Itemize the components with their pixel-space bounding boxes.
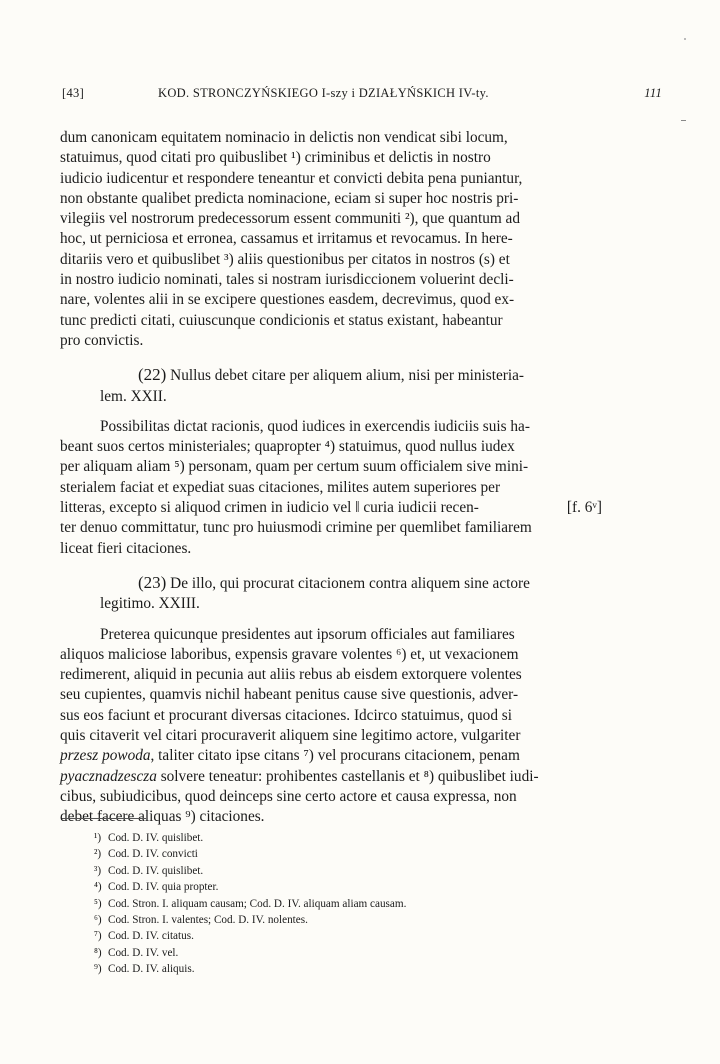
footnote	[94, 928, 534, 944]
footnote-text: Cod. D. IV. convicti	[108, 848, 198, 861]
scan-mark	[681, 120, 686, 121]
heading-text: Nullus debet citare per aliquem alium, nisi per ministeria-	[170, 367, 525, 385]
footnote-mark: ⁷)	[94, 930, 102, 943]
footnote-mark: ¹)	[94, 832, 102, 844]
footnote-text: Cod. Stron. I. valentes; Cod. D. IV. nolentes.	[108, 914, 308, 927]
section-heading-23	[60, 573, 602, 615]
text-line: ditariis vero et quibuslibet ³) aliis questionibus per citatos in nostros (s) et	[60, 250, 510, 268]
footnote-mark: ⁹)	[94, 963, 102, 976]
text-line: aliquos maliciose laboribus, expensis gravare volentes ⁶) et, ut vexacionem	[60, 645, 519, 663]
footnote-text: Cod. D. IV. citatus.	[108, 930, 194, 943]
footnotes	[94, 830, 534, 978]
text-line: non obstante qualibet predicta nominacione, eciam si super hoc nostris pri-	[60, 189, 519, 207]
footnote	[94, 896, 534, 912]
text-line-part: solvere teneatur: prohibentes castellanis et ⁸) quibuslibet iudi-	[156, 767, 539, 785]
footnote	[94, 863, 534, 879]
section-number: (22)	[138, 365, 167, 385]
polish-term: przesz powoda	[60, 747, 151, 765]
footnote-text: Cod. D. IV. vel.	[108, 946, 179, 959]
text-line: iudicio iudicentur et respondere teneantur et convicti debita pena puniantur,	[60, 169, 523, 187]
scan-speck	[684, 38, 686, 40]
text-line: in nostro iudicio nominati, tales si nostram iurisdiccionem voluerint decli-	[60, 271, 514, 289]
footnote-separator	[62, 818, 146, 819]
footnote-mark: ⁵)	[94, 897, 102, 910]
text-line: Preterea quicunque presidentes aut ipsorum officiales aut familiares	[100, 625, 515, 643]
heading-line: lem. XXII.	[100, 387, 167, 405]
page-number: 111	[644, 86, 662, 100]
text-line	[60, 767, 602, 787]
text-line-part: litteras, excepto si aliquod crimen in iudicio vel ‖ curia iudicii recen-	[60, 499, 479, 517]
section-heading-22	[60, 365, 602, 407]
header-title: KOD. STRONCZYŃSKIEGO I-szy i DZIAŁYŃSKICH IV-ty.	[158, 86, 489, 100]
header-section-number: [43]	[62, 86, 85, 100]
polish-term: pyacznadzescza	[60, 767, 157, 785]
text-line: pro convictis.	[60, 331, 144, 349]
heading-text: De illo, qui procurat citacionem contra aliquem sine actore	[170, 574, 530, 592]
text-line: sterialem faciat et expediat suas citaciones, milites autem superiores per	[60, 478, 501, 496]
section-number: (23)	[138, 572, 167, 592]
footnote-mark: ⁶)	[94, 914, 102, 927]
footnote	[94, 961, 534, 977]
main-text	[60, 128, 602, 828]
footnote-mark: ⁸)	[94, 946, 102, 959]
footnote	[94, 846, 534, 862]
text-line: ter denuo committatur, tunc pro huiusmodi crimine per quemlibet familiarem	[60, 519, 532, 537]
text-line: redimerent, aliquid in pecunia aut aliis rebus ab eisdem extorquere volentes	[60, 666, 522, 684]
footnote-mark: ³)	[94, 864, 102, 877]
text-line	[60, 746, 602, 766]
footnote-mark: ⁴)	[94, 881, 102, 894]
text-line: nare, volentes alii in se excipere questiones easdem, decrevimus, quod ex-	[60, 291, 515, 309]
text-line: liceat fieri citaciones.	[60, 539, 192, 557]
text-line: statuimus, quod citati pro quibuslibet ¹) criminibus et delictis in nostro	[60, 149, 491, 167]
text-line: quis citaverit vel citari procuraverit aliquem sine legitimo actore, vulgariter	[60, 727, 521, 745]
text-line: hoc, ut perniciosa et erronea, cassamus et irritamus et revocamus. In here-	[60, 230, 513, 248]
footnote	[94, 879, 534, 895]
heading-line	[138, 573, 602, 594]
text-line: vilegiis vel nostrorum predecessorum essent communiti ²), que quantum ad	[60, 210, 520, 228]
text-line	[60, 498, 602, 518]
text-line: per aliquam aliam ⁵) personam, quam per certum suum officialem sive mini-	[60, 458, 529, 476]
text-line: tunc predicti citati, cuiuscunque condicionis et status existant, habeantur	[60, 311, 503, 329]
paragraph-3	[60, 625, 602, 828]
text-line: dum canonicam equitatem nominacio in delictis non vendicat sibi locum,	[60, 129, 508, 146]
folio-note: [f. 6ᵛ]	[566, 499, 602, 517]
footnote	[94, 912, 534, 928]
footnote-mark: ²)	[94, 848, 102, 861]
text-line: cibus, subiudicibus, quod deinceps sine certo actore et causa expressa, non	[60, 787, 517, 805]
footnote-text: Cod. D. IV. aliquis.	[108, 963, 195, 976]
paragraph-1	[60, 128, 602, 351]
footnote-text: Cod. D. IV. quislibet.	[108, 864, 204, 877]
footnote	[94, 830, 534, 846]
running-header	[62, 86, 662, 106]
footnote	[94, 945, 534, 961]
text-line: seu cupientes, quamvis nichil habeant penitus cause sive questionis, adver-	[60, 686, 519, 704]
text-line-part: , taliter citato ipse citans ⁷) vel procurans citacionem, penam	[150, 747, 520, 765]
heading-line	[138, 365, 602, 386]
text-line: Possibilitas dictat racionis, quod iudices in exercendis iudiciis suis ha-	[100, 417, 530, 435]
footnote-text: Cod. Stron. I. aliquam causam; Cod. D. IV. aliquam aliam causam.	[108, 897, 407, 910]
paragraph-2	[60, 417, 602, 559]
text-line: beant suos certos ministeriales; quapropter ⁴) statuimus, quod nullus iudex	[60, 438, 515, 456]
text-line: sus eos faciunt et procurant diversas citaciones. Idcirco statuimus, quod si	[60, 706, 512, 724]
text-line: debet facere aliquas ⁹) citaciones.	[60, 808, 265, 826]
footnote-text: Cod. D. IV. quia propter.	[108, 881, 219, 894]
footnote-text: Cod. D. IV. quislibet.	[108, 832, 204, 844]
heading-line: legitimo. XXIII.	[100, 595, 200, 613]
